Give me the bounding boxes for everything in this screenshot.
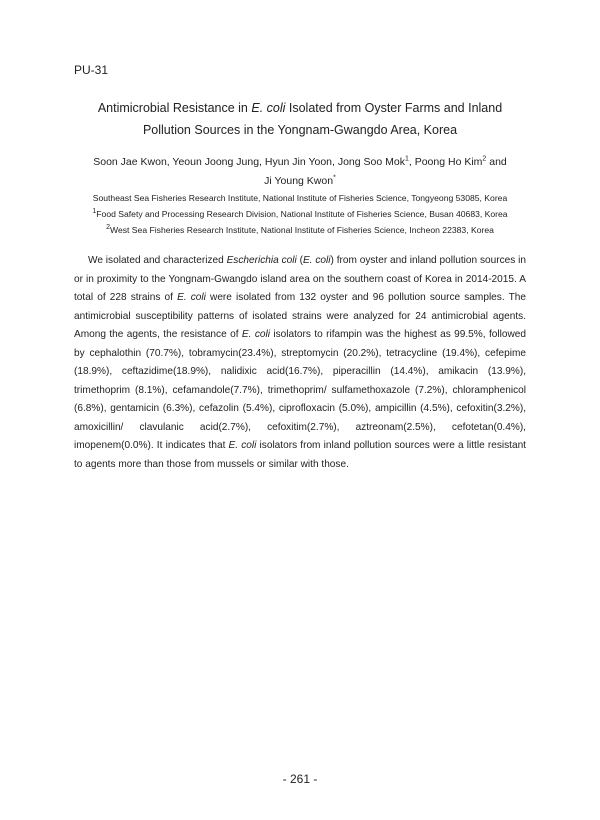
title-italic-species: E. coli [251,101,286,115]
author-list [70,153,530,191]
title-line-1 [80,97,520,119]
abstract-text: were isolated from 132 oyster and 96 pollution source samples. The antimicrobial susceptibility patterns of isolated strains were analyzed for 24 antimicrobial agents. Among the agents, the resistance of [74,292,526,340]
author-affiliation-mark: 1 [404,155,409,163]
species-name: E. coli [228,440,257,451]
affiliation-item [60,222,540,238]
species-name: E. coli [302,255,331,266]
affiliation-mark: 1 [92,208,97,216]
paper-title [80,97,520,141]
abstract-paragraph [74,252,526,474]
species-name: E. coli [177,292,206,303]
affiliation-mark: 2 [106,224,110,232]
authors-line-2 [70,172,530,191]
page-number: - 261 - [282,772,318,786]
title-text: Antimicrobial Resistance in [97,101,252,115]
abstract-text: ( [296,255,303,266]
author-names: , Poong Ho Kim [408,156,483,168]
author-names: Soon Jae Kwon, Yeoun Joong Jung, Hyun Jin Yoon, Jong Soo Mok [93,156,405,168]
corresponding-author-mark: * [333,174,336,182]
abstract-text: ) from oyster and inland pollution sources in or in proximity to the Yongnam-Gwangdo island area on the southern coast of Korea in 2014-2015. A total of 228 strains of [74,255,527,303]
authors-line-1 [70,153,530,172]
affiliation-text: West Sea Fisheries Research Institute, National Institute of Fisheries Science, Incheon 22383, Korea [110,225,494,235]
session-code: PU-31 [74,63,109,77]
affiliation-list [60,190,540,238]
author-affiliation-mark: 2 [482,155,487,163]
abstract-text: We isolated and characterized [88,255,227,266]
title-text: Isolated from Oyster Farms and Inland [285,101,503,115]
abstract-text: isolators from inland pollution sources were a little resistant to agents more than those from mussels or similar with those. [74,440,526,470]
author-names: and [486,156,507,168]
species-name: E. coli [241,329,270,340]
title-line-2: Pollution Sources in the Yongnam-Gwangdo Area, Korea [142,123,458,137]
species-name: Escherichia coli [226,255,297,266]
abstract-text: isolators to rifampin was the highest as 99.5%, followed by cephalothin (70.7%), tobramycin(23.4%), streptomycin (20.2%), tetracycline (19.4%), cefepime (18.9%), ceftazidime(18.9%), nalidixic acid(16.7%), piperacillin (14.4%), amikacin (13.9%), trimethoprim (8.1%), cefamandole(7.7%), trimethoprim/ sulfamethoxazole (7.2%), chloramphenicol (6.8%), gentamicin (6.3%), cefazolin (5.4%), ciprofloxacin (5.0%), ampicillin (4.5%), cefoxitin(3.2%), amoxicillin/ clavulanic acid(2.7%), cefoxitim(2.7%), aztreonam(2.5%), cefotetan(0.4%), imopenem(0.0%). It indicates that [74,329,526,451]
affiliation-item [60,190,540,206]
corresponding-author: Ji Young Kwon [264,175,334,187]
affiliation-text: Food Safety and Processing Research Division, National Institute of Fisheries Science, Busan 40683, Korea [96,209,508,219]
affiliation-text: Southeast Sea Fisheries Research Institute, National Institute of Fisheries Science, Tongyeong 53085, Korea [92,193,508,203]
affiliation-item [60,206,540,222]
